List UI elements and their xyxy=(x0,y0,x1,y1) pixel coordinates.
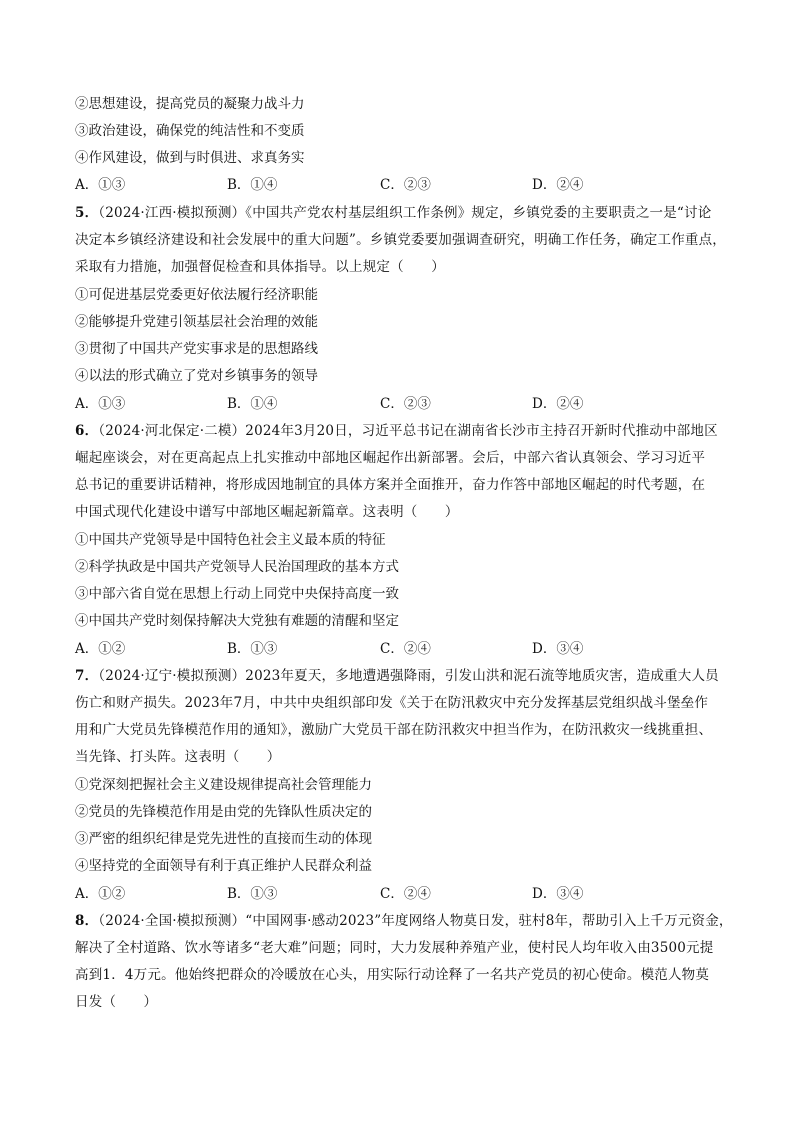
statement-line: ③严密的组织纪律是党先进性的直接而生动的体现 xyxy=(75,831,372,847)
option-a: A．①③ xyxy=(75,396,126,412)
question-stem-line: 崛起座谈会，对在更高起点上扎实推动中部地区崛起作出新部署。会后，中部六省认真领会、学习习近平 xyxy=(75,450,706,466)
statement-line: ④以法的形式确立了党对乡镇事务的领导 xyxy=(75,368,318,384)
question-stem-line: 日发（ ） xyxy=(75,994,158,1010)
option-b: B．①③ xyxy=(227,886,278,902)
question-stem-line: 解决了全村道路、饮水等诸多“老大难”问题；同时，大力发展种养殖产业，使村民人均年收入由3500元提 xyxy=(75,940,714,956)
question-stem-line: 当先锋、打头阵。这表明（ ） xyxy=(75,749,281,765)
question-number: 7． xyxy=(75,668,99,684)
question-stem-line: 中国式现代化建设中谱写中部地区崛起新篇章。这表明（ ） xyxy=(75,504,459,520)
option-a: A．①② xyxy=(75,641,126,657)
question-stem-line: 伤亡和财产损失。2023年7月，中共中央组织部印发《关于在防汛救灾中充分发挥基层党组织战斗堡垒作 xyxy=(75,695,709,711)
statement-line: ①党深刻把握社会主义建设规律提高社会管理能力 xyxy=(75,777,372,793)
statement-line: ④作风建设，做到与时俱进、求真务实 xyxy=(75,150,305,166)
option-c: C．②③ xyxy=(380,177,431,193)
question-stem-line: 5．（2024·江西·模拟预测）《中国共产党农村基层组织工作条例》规定，乡镇党委的主要职责之一是“讨论 xyxy=(75,205,712,221)
answer-options xyxy=(75,395,635,413)
option-d: D．②④ xyxy=(532,396,584,412)
statement-line: ④中国共产党时刻保持解决大党独有难题的清醒和坚定 xyxy=(75,613,399,629)
option-b: B．①③ xyxy=(227,641,278,657)
option-a: A．①③ xyxy=(75,177,126,193)
option-a: A．①② xyxy=(75,886,126,902)
option-c: C．②④ xyxy=(380,886,431,902)
answer-options xyxy=(75,176,635,194)
statement-line: ②党员的先锋模范作用是由党的先锋队性质决定的 xyxy=(75,804,372,820)
question-number: 5． xyxy=(75,205,99,221)
option-d: D．②④ xyxy=(532,177,584,193)
answer-options xyxy=(75,885,635,903)
question-stem-line: 用和广大党员先锋模范作用的通知》，激励广大党员干部在防汛救灾中担当作为，在防汛救灾一线挑重担、 xyxy=(75,722,713,738)
statement-line: ①中国共产党领导是中国特色社会主义最本质的特征 xyxy=(75,532,386,548)
statement-line: ③中部六省自觉在思想上行动上同党中央保持高度一致 xyxy=(75,586,399,602)
statement-line: ④坚持党的全面领导有利于真正维护人民群众利益 xyxy=(75,858,372,874)
question-stem-line: 总书记的重要讲话精神，将形成因地制宜的具体方案并全面推开，奋力作答中部地区崛起的时代考题，在 xyxy=(75,477,706,493)
question-stem-line: 6．（2024·河北保定·二模）2024年3月20日，习近平总书记在湖南省长沙市主持召开新时代推动中部地区 xyxy=(75,423,718,439)
option-b: B．①④ xyxy=(227,396,278,412)
option-c: C．②④ xyxy=(380,641,431,657)
statement-line: ②能够提升党建引领基层社会治理的效能 xyxy=(75,314,318,330)
statement-line: ②思想建设，提高党员的凝聚力战斗力 xyxy=(75,96,305,112)
answer-options xyxy=(75,640,635,658)
option-b: B．①④ xyxy=(227,177,278,193)
question-stem-line: 8．（2024·全国·模拟预测）“中国网事·感动2023”年度网络人物莫日发，驻村8年，帮助引入上千万元资金， xyxy=(75,913,733,929)
option-d: D．③④ xyxy=(532,641,584,657)
statement-line: ③政治建设，确保党的纯洁性和不变质 xyxy=(75,123,305,139)
question-stem-line: 高到1．4万元。他始终把群众的冷暖放在心头，用实际行动诠释了一名共产党员的初心使命。模范人物莫 xyxy=(75,967,710,983)
statement-line: ①可促进基层党委更好依法履行经济职能 xyxy=(75,287,318,303)
question-stem-line: 决定本乡镇经济建设和社会发展中的重大问题”。乡镇党委要加强调查研究，明确工作任务，确定工作重点， xyxy=(75,232,727,248)
question-stem-line: 7．（2024·辽宁·模拟预测）2023年夏天，多地遭遇强降雨，引发山洪和泥石流等地质灾害，造成重大人员 xyxy=(75,668,719,684)
question-stem-line: 采取有力措施，加强督促检查和具体指导。以上规定（ ） xyxy=(75,259,445,275)
statement-line: ③贯彻了中国共产党实事求是的思想路线 xyxy=(75,341,318,357)
question-number: 8． xyxy=(75,913,99,929)
statement-line: ②科学执政是中国共产党领导人民治国理政的基本方式 xyxy=(75,559,399,575)
option-c: C．②③ xyxy=(380,396,431,412)
option-d: D．③④ xyxy=(532,886,584,902)
question-number: 6． xyxy=(75,423,99,439)
